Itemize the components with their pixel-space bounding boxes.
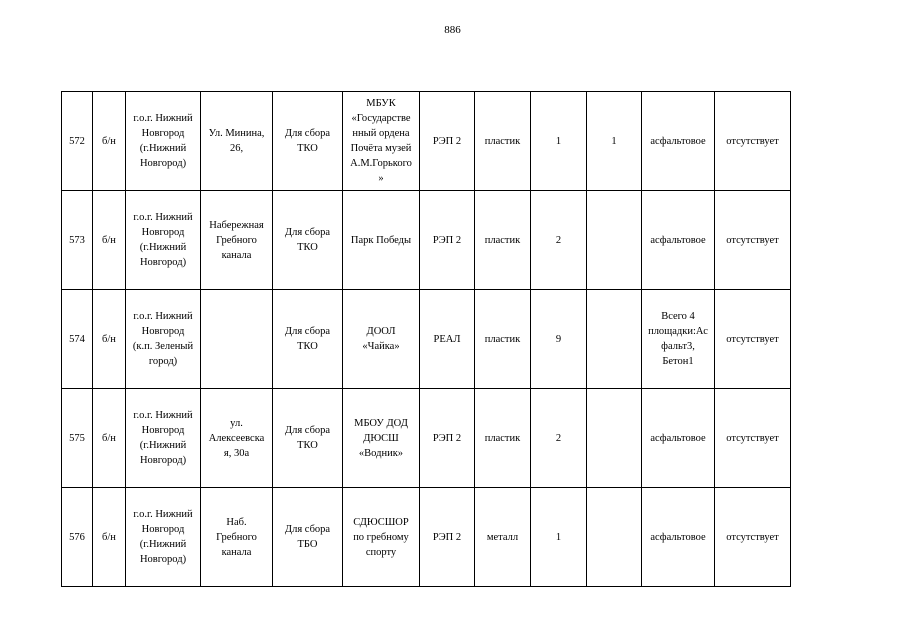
purpose-cell — [273, 191, 343, 290]
address-line: я, 30а — [223, 447, 250, 459]
address-line: ул. — [230, 417, 243, 429]
address-cell — [201, 488, 273, 587]
address-line: Набережная — [209, 219, 264, 231]
locality-line: (г.Нижний — [139, 242, 187, 253]
container-count-cell: 9 — [531, 290, 587, 389]
extra-count-cell — [587, 290, 642, 389]
locality-line: Новгород) — [139, 455, 187, 466]
locality-line: г.о.г. Нижний — [133, 509, 193, 520]
locality-line: г.о.г. Нижний — [133, 311, 193, 322]
purpose-line: ТБО — [297, 539, 318, 550]
owner-cell — [343, 389, 420, 488]
address-line: 26, — [229, 143, 244, 154]
container-material-cell: пластик — [475, 191, 531, 290]
owner-line: ДООЛ — [366, 326, 396, 337]
owner-line: А.М.Горького — [350, 158, 412, 169]
locality-line: г.о.г. Нижний — [133, 410, 193, 421]
fence-cell: отсутствует — [715, 488, 791, 587]
locality-cell — [126, 488, 201, 587]
purpose-cell — [273, 389, 343, 488]
owner-line: «Водник» — [358, 447, 404, 459]
address-line: Наб. — [226, 516, 247, 528]
surface-type-line: асфальтовое — [650, 432, 706, 444]
operator-cell: РЕАЛ — [420, 290, 475, 389]
fence-cell: отсутствует — [715, 191, 791, 290]
address-cell — [201, 191, 273, 290]
table-row — [62, 191, 791, 290]
surface-type-cell — [642, 389, 715, 488]
extra-count-cell — [587, 488, 642, 587]
registry-number-cell: б/н — [93, 290, 126, 389]
locality-line: (к.п. Зеленый — [132, 341, 194, 352]
locality-line: г.о.г. Нижний — [133, 212, 193, 223]
operator-cell: РЭП 2 — [420, 92, 475, 191]
locality-cell — [126, 191, 201, 290]
operator-cell: РЭП 2 — [420, 191, 475, 290]
purpose-line: Для сбора — [284, 524, 331, 535]
purpose-line: ТКО — [297, 242, 318, 253]
address-line: канала — [221, 546, 252, 558]
owner-cell — [343, 290, 420, 389]
table-row — [62, 488, 791, 587]
locality-line: Новгород — [141, 326, 185, 337]
row-number-cell: 575 — [62, 389, 93, 488]
row-number-cell: 572 — [62, 92, 93, 191]
owner-line: Почёта музей — [350, 143, 412, 154]
owner-line: нный ордена — [352, 128, 410, 139]
owner-line: » — [378, 173, 384, 184]
surface-type-cell — [642, 290, 715, 389]
container-count-cell: 1 — [531, 92, 587, 191]
registry-number-cell: б/н — [93, 191, 126, 290]
registry-number-cell: б/н — [93, 488, 126, 587]
owner-line: по гребному — [353, 531, 409, 543]
table-row — [62, 92, 791, 191]
address-line: Гребного — [216, 234, 257, 246]
owner-line: «Государстве — [351, 113, 411, 124]
owner-cell — [343, 488, 420, 587]
surface-type-line: Всего 4 — [661, 311, 695, 322]
locality-line: (г.Нижний — [139, 440, 187, 451]
address-line: Гребного — [216, 531, 257, 543]
owner-cell — [343, 92, 420, 191]
purpose-cell — [273, 290, 343, 389]
operator-cell: РЭП 2 — [420, 389, 475, 488]
owner-line: спорту — [365, 546, 397, 558]
purpose-cell — [273, 488, 343, 587]
container-material-cell: металл — [475, 488, 531, 587]
surface-type-cell — [642, 92, 715, 191]
row-number-cell: 574 — [62, 290, 93, 389]
surface-type-cell — [642, 191, 715, 290]
page-number: 886 — [444, 24, 461, 36]
owner-line: ДЮСШ — [363, 432, 399, 444]
locality-line: Новгород — [141, 524, 185, 535]
operator-cell: РЭП 2 — [420, 488, 475, 587]
owner-line: МБОУ ДОД — [354, 417, 408, 429]
surface-type-line: площадки:Ас — [648, 326, 708, 337]
registry-number-cell: б/н — [93, 389, 126, 488]
address-line: Ул. Минина, — [208, 128, 265, 139]
address-cell — [201, 92, 273, 191]
owner-line: «Чайка» — [362, 341, 400, 352]
address-line: канала — [221, 249, 252, 261]
fence-cell: отсутствует — [715, 389, 791, 488]
purpose-line: ТКО — [297, 143, 318, 154]
locality-cell — [126, 92, 201, 191]
locality-cell — [126, 389, 201, 488]
surface-type-cell — [642, 488, 715, 587]
locality-line: (г.Нижний — [139, 143, 187, 154]
purpose-line: Для сбора — [284, 227, 331, 238]
fence-cell: отсутствует — [715, 290, 791, 389]
purpose-line: ТКО — [297, 341, 318, 352]
owner-line: Парк Победы — [350, 234, 412, 246]
surface-type-line: Бетон1 — [662, 356, 694, 367]
row-number-cell: 576 — [62, 488, 93, 587]
container-count-cell: 2 — [531, 389, 587, 488]
owner-line: СДЮСШОР — [353, 516, 409, 528]
surface-type-line: асфальтовое — [650, 135, 706, 147]
extra-count-cell: 1 — [587, 92, 642, 191]
owner-cell — [343, 191, 420, 290]
container-material-cell: пластик — [475, 92, 531, 191]
purpose-cell — [273, 92, 343, 191]
table-row — [62, 290, 791, 389]
locality-line: Новгород — [141, 227, 185, 238]
registry-number-cell: б/н — [93, 92, 126, 191]
surface-type-line: фальт3, — [661, 341, 695, 352]
locality-line: г.о.г. Нижний — [133, 113, 193, 124]
registry-table — [61, 91, 791, 587]
locality-line: Новгород) — [139, 158, 187, 169]
locality-line: город) — [148, 356, 178, 367]
address-cell — [201, 389, 273, 488]
fence-cell: отсутствует — [715, 92, 791, 191]
locality-line: Новгород) — [139, 554, 187, 565]
address-line: Алексеевска — [208, 432, 265, 444]
row-number-cell: 573 — [62, 191, 93, 290]
purpose-line: Для сбора — [284, 128, 331, 139]
container-material-cell: пластик — [475, 290, 531, 389]
address-cell — [201, 290, 273, 389]
extra-count-cell — [587, 389, 642, 488]
surface-type-line: асфальтовое — [650, 234, 706, 246]
surface-type-line: асфальтовое — [650, 531, 706, 543]
purpose-line: ТКО — [297, 440, 318, 451]
locality-cell — [126, 290, 201, 389]
purpose-line: Для сбора — [284, 326, 331, 337]
purpose-line: Для сбора — [284, 425, 331, 436]
container-count-cell: 2 — [531, 191, 587, 290]
locality-line: (г.Нижний — [139, 539, 187, 550]
table-row — [62, 389, 791, 488]
extra-count-cell — [587, 191, 642, 290]
owner-line: МБУК — [366, 98, 396, 109]
container-material-cell: пластик — [475, 389, 531, 488]
locality-line: Новгород) — [139, 257, 187, 268]
locality-line: Новгород — [141, 425, 185, 436]
container-count-cell: 1 — [531, 488, 587, 587]
locality-line: Новгород — [141, 128, 185, 139]
